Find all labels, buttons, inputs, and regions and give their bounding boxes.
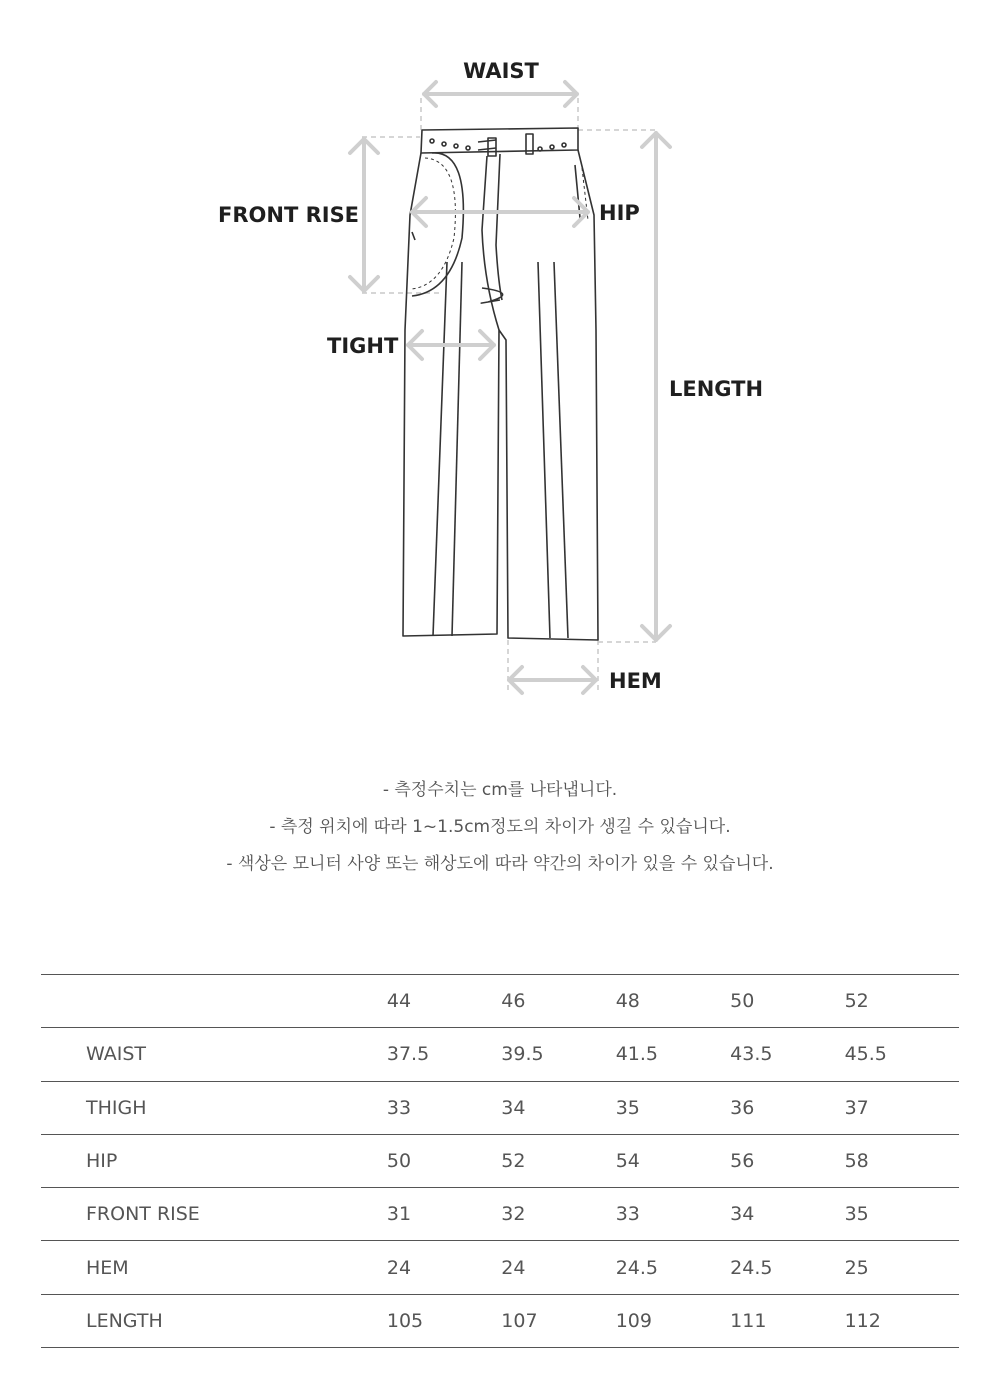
table-cell: 105 bbox=[387, 1294, 501, 1347]
measure-arrows bbox=[350, 82, 670, 693]
header-blank bbox=[41, 975, 387, 1028]
table-row bbox=[41, 1188, 959, 1241]
hip-label: HIP bbox=[599, 201, 640, 225]
note-line: - 색상은 모니터 사양 또는 해상도에 따라 약간의 차이가 있을 수 있습니다. bbox=[226, 854, 774, 874]
row-label: FRONT RISE bbox=[41, 1188, 387, 1241]
tight-label: TIGHT bbox=[327, 334, 399, 358]
pants-outline bbox=[403, 128, 598, 640]
table-cell: 34 bbox=[501, 1081, 615, 1134]
size-table bbox=[41, 974, 959, 1348]
guide-lines bbox=[362, 98, 656, 690]
note-line: - 측정수치는 cm를 나타냅니다. bbox=[382, 780, 618, 800]
hem-label: HEM bbox=[609, 669, 662, 693]
table-cell: 24 bbox=[501, 1241, 615, 1294]
table-cell: 39.5 bbox=[501, 1028, 615, 1081]
table-cell: 34 bbox=[730, 1188, 844, 1241]
size-header: 48 bbox=[616, 975, 730, 1028]
table-cell: 36 bbox=[730, 1081, 844, 1134]
table-cell: 24.5 bbox=[730, 1241, 844, 1294]
table-cell: 58 bbox=[845, 1134, 959, 1187]
table-cell: 107 bbox=[501, 1294, 615, 1347]
table-cell: 112 bbox=[845, 1294, 959, 1347]
table-cell: 32 bbox=[501, 1188, 615, 1241]
row-label: HIP bbox=[41, 1134, 387, 1187]
waist-label: WAIST bbox=[463, 59, 539, 83]
table-cell: 24.5 bbox=[616, 1241, 730, 1294]
row-label: HEM bbox=[41, 1241, 387, 1294]
table-cell: 50 bbox=[387, 1134, 501, 1187]
table-cell: 109 bbox=[616, 1294, 730, 1347]
table-cell: 25 bbox=[845, 1241, 959, 1294]
row-label: LENGTH bbox=[41, 1294, 387, 1347]
table-cell: 52 bbox=[501, 1134, 615, 1187]
table-row bbox=[41, 1081, 959, 1134]
table-cell: 43.5 bbox=[730, 1028, 844, 1081]
table-cell: 111 bbox=[730, 1294, 844, 1347]
row-label: THIGH bbox=[41, 1081, 387, 1134]
table-header-row bbox=[41, 975, 959, 1028]
length-label: LENGTH bbox=[669, 377, 764, 401]
table-cell: 31 bbox=[387, 1188, 501, 1241]
table-cell: 35 bbox=[616, 1081, 730, 1134]
table-cell: 45.5 bbox=[845, 1028, 959, 1081]
table-cell: 33 bbox=[387, 1081, 501, 1134]
row-label: WAIST bbox=[41, 1028, 387, 1081]
size-header: 46 bbox=[501, 975, 615, 1028]
front-rise-label: FRONT RISE bbox=[218, 203, 360, 227]
table-cell: 54 bbox=[616, 1134, 730, 1187]
table-cell: 56 bbox=[730, 1134, 844, 1187]
table-cell: 37.5 bbox=[387, 1028, 501, 1081]
table-row bbox=[41, 1294, 959, 1347]
table-row bbox=[41, 1028, 959, 1081]
table-cell: 35 bbox=[845, 1188, 959, 1241]
table-cell: 33 bbox=[616, 1188, 730, 1241]
measurement-notes bbox=[0, 772, 1000, 883]
note-line: - 측정 위치에 따라 1~1.5cm정도의 차이가 생길 수 있습니다. bbox=[269, 817, 731, 837]
table-cell: 24 bbox=[387, 1241, 501, 1294]
size-header: 44 bbox=[387, 975, 501, 1028]
table-row bbox=[41, 1134, 959, 1187]
size-header: 52 bbox=[845, 975, 959, 1028]
table-cell: 41.5 bbox=[616, 1028, 730, 1081]
size-header: 50 bbox=[730, 975, 844, 1028]
table-row bbox=[41, 1241, 959, 1294]
table-cell: 37 bbox=[845, 1081, 959, 1134]
